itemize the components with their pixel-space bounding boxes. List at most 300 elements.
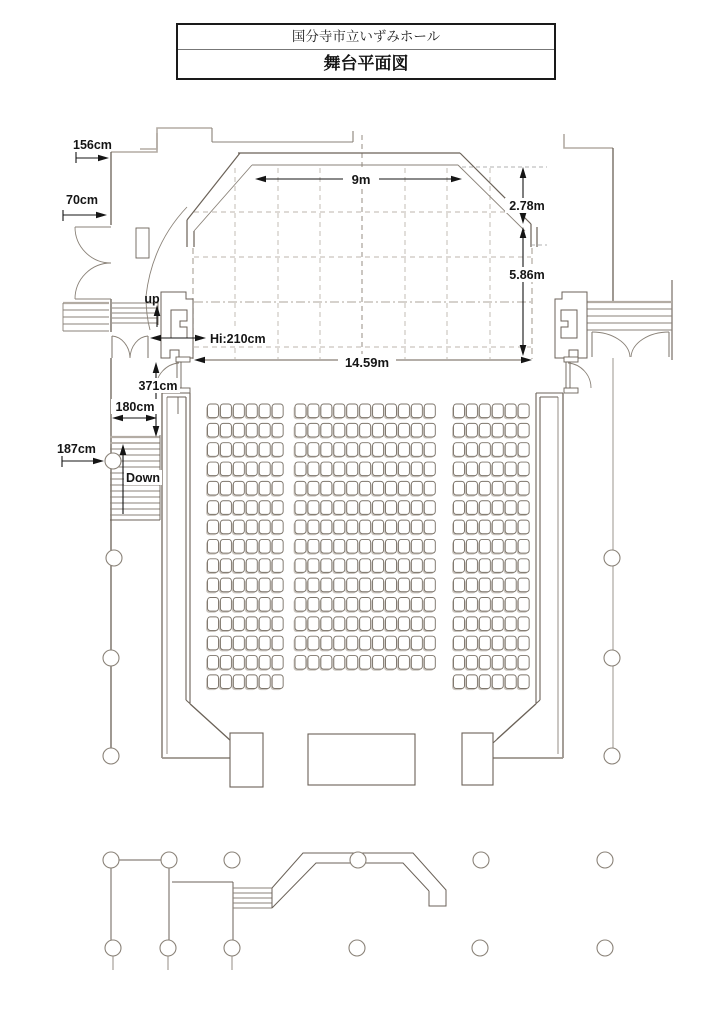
seat	[411, 578, 422, 592]
seat	[479, 598, 490, 612]
seat	[233, 636, 244, 650]
seat	[295, 462, 306, 476]
seat	[424, 423, 435, 437]
seat	[208, 617, 219, 631]
column-circle	[349, 940, 365, 956]
seat	[233, 617, 244, 631]
seat	[424, 404, 435, 418]
seat	[411, 598, 422, 612]
label-stairs-down	[120, 444, 162, 514]
seat	[373, 404, 384, 418]
seat	[505, 481, 516, 495]
dim-2-78m	[505, 167, 549, 224]
seat	[466, 617, 477, 631]
seat	[360, 501, 371, 515]
seat	[308, 656, 319, 670]
column-circle	[604, 550, 620, 566]
seat	[411, 404, 422, 418]
seat	[321, 578, 332, 592]
seat	[220, 617, 231, 631]
seat	[259, 539, 270, 553]
seat	[334, 404, 345, 418]
seat	[479, 675, 490, 689]
seat	[321, 559, 332, 573]
seat	[347, 404, 358, 418]
hall-name: 国分寺市立いずみホール	[178, 25, 554, 50]
seat	[411, 617, 422, 631]
seat	[360, 462, 371, 476]
seat	[466, 520, 477, 534]
svg-text:up: up	[144, 292, 160, 306]
seat	[492, 423, 503, 437]
column-circle	[103, 748, 119, 764]
seat	[373, 462, 384, 476]
seat	[233, 501, 244, 515]
seat	[424, 539, 435, 553]
seat	[321, 656, 332, 670]
seat	[208, 539, 219, 553]
seat	[424, 443, 435, 457]
seat	[233, 404, 244, 418]
seat	[347, 462, 358, 476]
seat	[208, 404, 219, 418]
seat	[334, 617, 345, 631]
seat	[505, 578, 516, 592]
seat	[272, 617, 283, 631]
seat	[373, 559, 384, 573]
seat	[208, 559, 219, 573]
seat	[360, 559, 371, 573]
column-circle	[103, 650, 119, 666]
seat	[295, 578, 306, 592]
svg-text:5.86m: 5.86m	[509, 268, 545, 282]
seat	[208, 578, 219, 592]
seat	[373, 578, 384, 592]
seat	[398, 636, 409, 650]
seat	[347, 656, 358, 670]
seat	[295, 443, 306, 457]
seat	[411, 539, 422, 553]
seat	[518, 656, 529, 670]
seat	[220, 656, 231, 670]
seat	[246, 481, 257, 495]
seat	[424, 520, 435, 534]
seat	[220, 578, 231, 592]
seat	[518, 423, 529, 437]
seat	[466, 675, 477, 689]
seat	[479, 636, 490, 650]
column-circle	[604, 748, 620, 764]
seat	[308, 481, 319, 495]
seat	[398, 501, 409, 515]
seat	[398, 598, 409, 612]
seat	[347, 481, 358, 495]
seat	[220, 423, 231, 437]
seat	[424, 578, 435, 592]
column-circle	[224, 852, 240, 868]
seat	[246, 636, 257, 650]
seat	[246, 539, 257, 553]
seat	[398, 578, 409, 592]
seat	[386, 539, 397, 553]
seat	[321, 462, 332, 476]
seat	[233, 462, 244, 476]
svg-text:Down: Down	[125, 471, 161, 485]
seat	[373, 481, 384, 495]
dim-14-59m	[194, 354, 532, 370]
seat	[411, 462, 422, 476]
dimension-annotations	[57, 138, 550, 514]
seat	[233, 578, 244, 592]
seat	[454, 617, 465, 631]
seat	[424, 481, 435, 495]
seat	[360, 636, 371, 650]
seat	[505, 636, 516, 650]
seat	[424, 559, 435, 573]
seat	[398, 539, 409, 553]
seat	[411, 481, 422, 495]
seat	[308, 559, 319, 573]
seat	[505, 617, 516, 631]
seat	[321, 617, 332, 631]
seat	[334, 423, 345, 437]
seat	[492, 539, 503, 553]
stage-grid	[193, 135, 532, 359]
seat	[411, 656, 422, 670]
seat	[347, 539, 358, 553]
seat	[220, 501, 231, 515]
seat	[308, 636, 319, 650]
seat	[386, 636, 397, 650]
seat	[386, 578, 397, 592]
seat	[454, 520, 465, 534]
seat	[454, 481, 465, 495]
dim-9m	[255, 171, 462, 187]
seat	[272, 501, 283, 515]
seat	[492, 481, 503, 495]
seat	[505, 423, 516, 437]
seat	[272, 559, 283, 573]
seat	[272, 404, 283, 418]
seat	[360, 404, 371, 418]
seat	[360, 539, 371, 553]
seat	[220, 443, 231, 457]
seat	[334, 443, 345, 457]
seat	[454, 656, 465, 670]
seat	[386, 481, 397, 495]
seat	[347, 423, 358, 437]
column-circle	[224, 940, 240, 956]
proscenium-tower-right	[555, 292, 587, 358]
seat	[386, 598, 397, 612]
left-block	[206, 404, 283, 690]
seat	[492, 443, 503, 457]
seat	[246, 501, 257, 515]
svg-text:70cm: 70cm	[66, 193, 98, 207]
seat	[208, 481, 219, 495]
seat	[386, 404, 397, 418]
seat	[360, 598, 371, 612]
column-circle	[105, 453, 121, 469]
column-circle	[472, 940, 488, 956]
seat	[411, 520, 422, 534]
seat	[272, 423, 283, 437]
seating-area	[206, 404, 529, 690]
seat	[246, 404, 257, 418]
seat	[321, 404, 332, 418]
seat	[246, 675, 257, 689]
seat	[398, 559, 409, 573]
seat	[321, 423, 332, 437]
right-block	[452, 404, 529, 690]
seat	[208, 598, 219, 612]
seat	[492, 675, 503, 689]
seat	[308, 539, 319, 553]
seat	[411, 501, 422, 515]
seat	[220, 539, 231, 553]
seat	[246, 423, 257, 437]
seat	[233, 598, 244, 612]
dim-5-86m	[504, 227, 550, 356]
seat	[479, 404, 490, 418]
seat	[208, 520, 219, 534]
seat	[334, 636, 345, 650]
seat	[505, 656, 516, 670]
seat	[308, 443, 319, 457]
seat	[259, 578, 270, 592]
seat	[466, 404, 477, 418]
seat	[334, 520, 345, 534]
seat	[398, 443, 409, 457]
seat	[466, 539, 477, 553]
seat	[347, 598, 358, 612]
seat	[454, 675, 465, 689]
wall-hatch-left	[63, 303, 109, 331]
seat	[308, 520, 319, 534]
seat	[259, 404, 270, 418]
seat	[492, 656, 503, 670]
seat	[454, 539, 465, 553]
door-swing-left-upper	[75, 227, 111, 299]
seat	[347, 617, 358, 631]
seat	[233, 443, 244, 457]
seat	[466, 443, 477, 457]
door-swing-right	[592, 332, 669, 357]
dim-156cm	[73, 138, 112, 163]
seat	[505, 404, 516, 418]
svg-text:14.59m: 14.59m	[344, 355, 390, 370]
column-circle	[103, 852, 119, 868]
seat	[259, 462, 270, 476]
seat	[233, 481, 244, 495]
seat	[492, 578, 503, 592]
seat	[386, 423, 397, 437]
seat	[479, 501, 490, 515]
seat	[295, 559, 306, 573]
seat	[272, 481, 283, 495]
seat	[259, 423, 270, 437]
seat	[334, 481, 345, 495]
seat	[272, 656, 283, 670]
column-circle	[160, 940, 176, 956]
svg-text:156cm: 156cm	[73, 138, 112, 152]
seat	[233, 520, 244, 534]
seat	[411, 443, 422, 457]
svg-text:187cm: 187cm	[57, 442, 96, 456]
seat	[308, 462, 319, 476]
seat	[479, 656, 490, 670]
seat	[411, 636, 422, 650]
seat	[373, 501, 384, 515]
seat	[479, 481, 490, 495]
svg-text:2.78m: 2.78m	[509, 199, 545, 213]
seat	[518, 520, 529, 534]
seat	[295, 539, 306, 553]
seat	[272, 675, 283, 689]
column-circle	[350, 852, 366, 868]
door-swing-left-lower	[112, 336, 148, 358]
seat	[272, 598, 283, 612]
seat	[246, 578, 257, 592]
seat	[518, 481, 529, 495]
seat	[386, 617, 397, 631]
seat	[492, 462, 503, 476]
seat	[295, 423, 306, 437]
seat	[518, 675, 529, 689]
seat	[398, 520, 409, 534]
seat	[373, 423, 384, 437]
seat	[373, 617, 384, 631]
seat	[360, 423, 371, 437]
seat	[479, 617, 490, 631]
seat	[505, 501, 516, 515]
seat	[220, 598, 231, 612]
seat	[259, 443, 270, 457]
seat	[347, 559, 358, 573]
seat	[208, 423, 219, 437]
seat	[411, 423, 422, 437]
seat	[295, 481, 306, 495]
seat	[373, 539, 384, 553]
seat	[334, 656, 345, 670]
seat	[479, 578, 490, 592]
seat	[466, 656, 477, 670]
seat	[466, 423, 477, 437]
seat	[454, 559, 465, 573]
seat	[295, 501, 306, 515]
seat	[479, 539, 490, 553]
seat	[505, 443, 516, 457]
seat	[295, 617, 306, 631]
seat	[505, 559, 516, 573]
seat	[295, 636, 306, 650]
seat	[492, 617, 503, 631]
seat	[308, 423, 319, 437]
seat	[295, 656, 306, 670]
stage-front-door-right	[564, 357, 591, 393]
seat	[308, 578, 319, 592]
seat	[518, 501, 529, 515]
seat	[518, 539, 529, 553]
dim-180cm	[111, 399, 159, 421]
seat	[321, 443, 332, 457]
seat	[398, 656, 409, 670]
seat	[492, 598, 503, 612]
seat	[334, 462, 345, 476]
column-circle	[597, 940, 613, 956]
seat	[492, 559, 503, 573]
seat	[466, 462, 477, 476]
seat	[454, 404, 465, 418]
svg-text:371cm: 371cm	[138, 379, 178, 393]
seat	[518, 617, 529, 631]
seat	[386, 462, 397, 476]
seat	[233, 423, 244, 437]
seat	[246, 443, 257, 457]
svg-text:9m: 9m	[351, 172, 371, 187]
seat	[479, 559, 490, 573]
seat	[347, 636, 358, 650]
seat	[466, 559, 477, 573]
seat	[386, 443, 397, 457]
seat	[466, 481, 477, 495]
seat	[373, 520, 384, 534]
seat	[398, 404, 409, 418]
seat	[518, 636, 529, 650]
seat	[272, 578, 283, 592]
seat	[321, 598, 332, 612]
seat	[454, 443, 465, 457]
seat	[411, 559, 422, 573]
seat	[246, 598, 257, 612]
stage-step-box-left	[230, 733, 263, 787]
seat	[246, 520, 257, 534]
seat	[259, 559, 270, 573]
seat	[424, 501, 435, 515]
seat	[208, 462, 219, 476]
seat	[246, 617, 257, 631]
column-circle	[161, 852, 177, 868]
seat	[398, 462, 409, 476]
seat	[272, 443, 283, 457]
seat	[424, 462, 435, 476]
seat	[479, 423, 490, 437]
seat	[308, 617, 319, 631]
seat	[398, 423, 409, 437]
seat	[360, 656, 371, 670]
seat	[295, 520, 306, 534]
seat	[233, 559, 244, 573]
center-block	[294, 404, 436, 671]
seat	[259, 617, 270, 631]
seat	[321, 636, 332, 650]
seat	[220, 462, 231, 476]
seat	[454, 501, 465, 515]
seat	[208, 501, 219, 515]
seat	[272, 462, 283, 476]
seat	[505, 675, 516, 689]
column-circle	[597, 852, 613, 868]
seat	[505, 598, 516, 612]
seat	[272, 539, 283, 553]
seat	[505, 462, 516, 476]
seat	[220, 636, 231, 650]
seat	[360, 617, 371, 631]
seat	[295, 404, 306, 418]
orchestra-pit-box	[308, 734, 415, 785]
seat	[518, 598, 529, 612]
seat	[321, 481, 332, 495]
